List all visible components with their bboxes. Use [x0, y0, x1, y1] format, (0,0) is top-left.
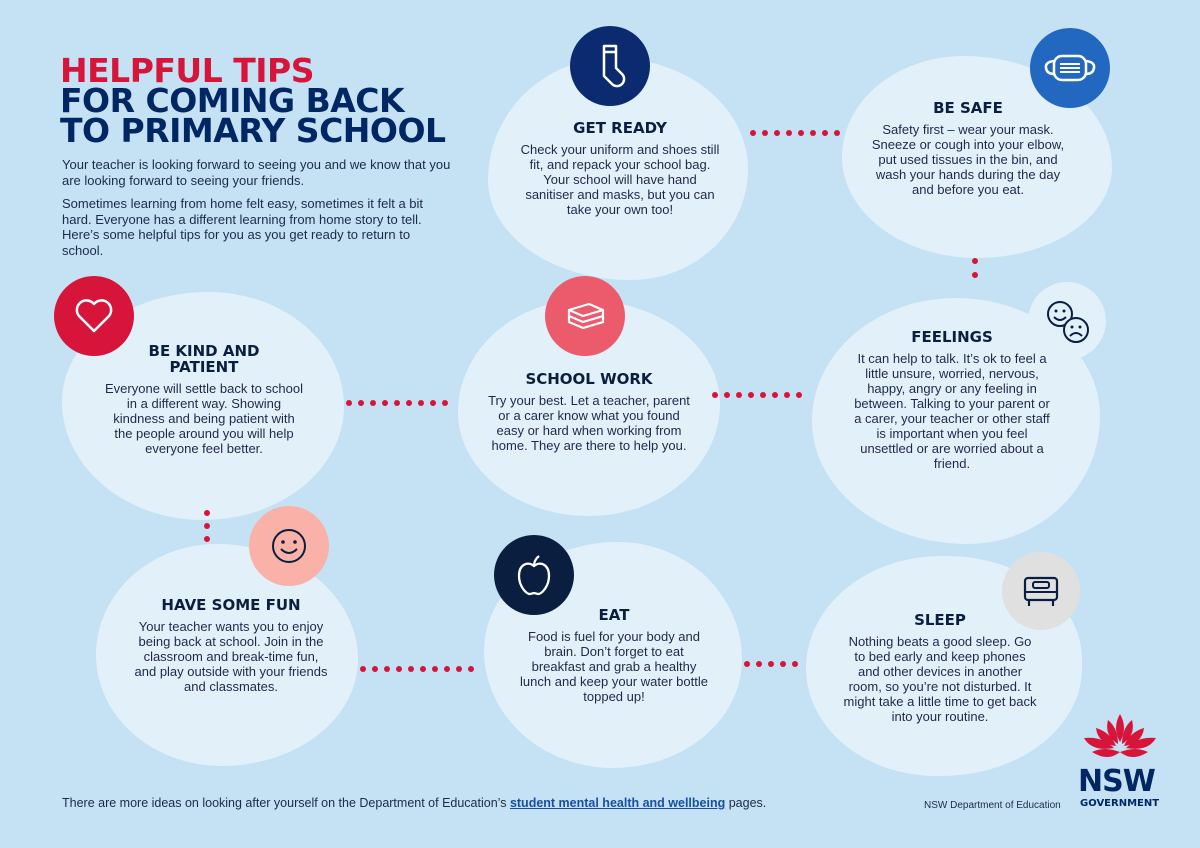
have-fun-title: HAVE SOME FUN [161, 596, 301, 614]
intro-paragraph-1: Your teacher is looking forward to seeing you and we know that you are looking forward to seeing your friends. [62, 157, 451, 188]
connector-dot [834, 130, 840, 136]
connector-dot [774, 130, 780, 136]
connector-dot [370, 400, 376, 406]
sleep-title: SLEEP [914, 611, 966, 629]
connector-dot [468, 666, 474, 672]
connector-dot [744, 661, 750, 667]
connector-dot [432, 666, 438, 672]
footer-text-after: pages. [725, 796, 767, 810]
school-work-text: Try your best. Let a teacher, parent or a carer know what you found easy or hard when working from home. They are there to help you. [488, 393, 690, 453]
title-line-1: HELPFUL TIPS [60, 51, 314, 90]
get-ready-title: GET READY [573, 119, 667, 137]
wellbeing-link[interactable]: student mental health and wellbeing [509, 796, 726, 810]
connector-dot [360, 666, 366, 672]
connector-dot [972, 272, 978, 278]
connector-dot [442, 400, 448, 406]
connector-dot [736, 392, 742, 398]
connector-dot [406, 400, 412, 406]
connector-dot [418, 400, 424, 406]
be-kind-card [104, 343, 304, 456]
eat-title: EAT [598, 606, 630, 624]
eat-card [516, 607, 712, 704]
connector-dot [396, 666, 402, 672]
connector-dot [784, 392, 790, 398]
be-kind-title: BE KIND AND PATIENT [148, 342, 260, 376]
sock-icon [570, 26, 650, 106]
connector-dot [972, 258, 978, 264]
school-work-card [487, 371, 691, 453]
be-safe-title: BE SAFE [933, 99, 1003, 117]
mask-icon [1030, 28, 1110, 108]
government-logo-text: GOVERNMENT [1080, 798, 1160, 809]
have-fun-text: Your teacher wants you to enjoy being back at school. Join in the classroom and break-time fun, and play outside with your friends and classmates. [134, 619, 328, 694]
feelings-title: FEELINGS [911, 328, 993, 346]
department-label: NSW Department of Education [924, 800, 1061, 811]
smiley-icon [249, 506, 329, 586]
connector-dot [204, 523, 210, 529]
connector-dot [408, 666, 414, 672]
connector-dot [780, 661, 786, 667]
waratah-logo-icon [1078, 708, 1162, 771]
connector-dot [772, 392, 778, 398]
books-icon [545, 276, 625, 356]
connector-dot [394, 400, 400, 406]
footer-text [62, 796, 766, 810]
connector-dot [712, 392, 718, 398]
connector-dot [420, 666, 426, 672]
be-safe-text: Safety first – wear your mask. Sneeze or cough into your elbow, put used tissues in the bin, and wash your hands during the day and before you eat. [871, 122, 1065, 197]
connector-dot [760, 392, 766, 398]
eat-text: Food is fuel for your body and brain. Don’t forget to eat breakfast and grab a healthy lunch and keep your water bottle topped up! [520, 629, 708, 704]
connector-dot [756, 661, 762, 667]
connector-dot [750, 130, 756, 136]
get-ready-card [520, 120, 720, 217]
connector-dot [796, 392, 802, 398]
apple-icon [494, 535, 574, 615]
sleep-card [842, 612, 1038, 724]
school-work-title: SCHOOL WORK [525, 370, 653, 388]
have-fun-card [131, 597, 331, 694]
sleep-text: Nothing beats a good sleep. Go to bed early and keep phones and other devices in another room, so you’re not disturbed. It might take a little time to get back into your routine. [843, 634, 1037, 724]
be-safe-card [868, 100, 1068, 197]
connector-dot [372, 666, 378, 672]
connector-dot [204, 536, 210, 542]
connector-dot [822, 130, 828, 136]
feelings-text: It can help to talk. It’s ok to feel a little unsure, worried, nervous, happy, angry or any feeling in between. Talking to your parent or a carer, your teacher or other staff is important when you feel unsettled or are worried about a friend. [854, 351, 1050, 471]
connector-dot [786, 130, 792, 136]
connector-dot [748, 392, 754, 398]
connector-dot [204, 510, 210, 516]
be-kind-text: Everyone will settle back to school in a different way. Showing kindness and being patient with the people around you will help everyone feel better. [105, 381, 303, 456]
connector-dot [768, 661, 774, 667]
connector-dot [444, 666, 450, 672]
nsw-logo-text: NSW [1078, 764, 1155, 799]
title-line-2: FOR COMING BACK [60, 81, 405, 120]
connector-dot [358, 400, 364, 406]
connector-dot [456, 666, 462, 672]
intro-paragraph-2: Sometimes learning from home felt easy, sometimes it felt a bit hard. Everyone has a different learning from home story to tell. Here’s some helpful tips for you as you get ready to return to school. [62, 196, 424, 258]
connector-dot [762, 130, 768, 136]
title-line-3: TO PRIMARY SCHOOL [60, 111, 446, 150]
feelings-card [854, 329, 1050, 471]
get-ready-text: Check your uniform and shoes still fit, and repack your school bag. Your school will have hand sanitiser and masks, but you can take your own too! [520, 142, 720, 217]
connector-dot [798, 130, 804, 136]
connector-dot [382, 400, 388, 406]
connector-dot [430, 400, 436, 406]
connector-dot [792, 661, 798, 667]
footer-text-before: There are more ideas on looking after yourself on the Department of Education’s [62, 796, 510, 810]
connector-dot [724, 392, 730, 398]
connector-dot [346, 400, 352, 406]
connector-dot [810, 130, 816, 136]
connector-dot [384, 666, 390, 672]
